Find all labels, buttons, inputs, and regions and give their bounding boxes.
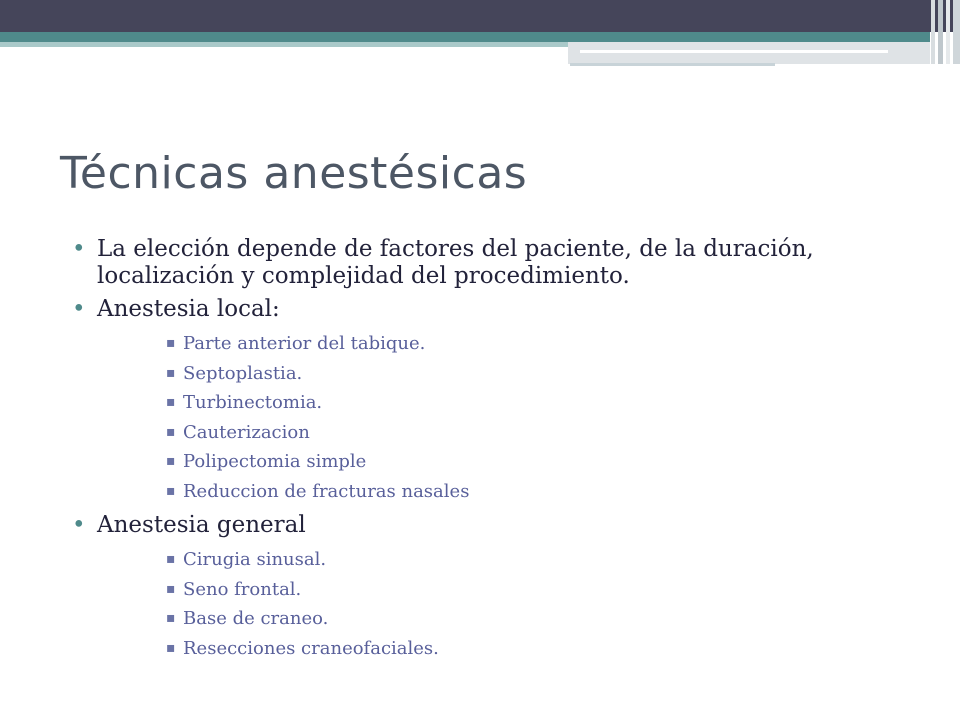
header-accent-light (0, 42, 570, 47)
sub-item-text: Polipectomia simple (183, 451, 367, 472)
sub-list-item (72, 545, 922, 575)
sub-item-text: Seno frontal. (183, 578, 302, 600)
sub-item-text: Reduccion de fracturas nasales (183, 480, 470, 502)
sub-bullet-icon: ▪ (166, 580, 176, 597)
header-white-line (580, 50, 888, 53)
sub-list-item (72, 359, 922, 389)
sub-item-text: Cirugia sinusal. (183, 549, 327, 570)
sub-bullet-icon: ▪ (166, 639, 176, 656)
header-corner-stripes (928, 0, 960, 64)
sub-list-item (72, 418, 922, 448)
sub-bullet-icon: ▪ (166, 394, 176, 410)
bullet-item (72, 512, 922, 539)
sub-bullet-icon: ▪ (166, 453, 176, 469)
sub-item-text: Turbinectomia. (183, 392, 323, 413)
sub-bullet-icon: ▪ (166, 423, 176, 440)
sub-item-text: Septoplastia. (183, 362, 303, 384)
bullet-text: Anestesia local: (97, 296, 280, 322)
bullet-item (72, 236, 922, 290)
sub-item-text: Parte anterior del tabique. (183, 333, 426, 354)
sub-bullet-icon: ▪ (166, 551, 176, 567)
bullet-dot-icon: • (72, 512, 86, 538)
bullet-text: La elección depende de factores del paciente, de la duración, localización y complejidad del procedimiento. (97, 236, 814, 289)
sub-list-item (72, 388, 922, 418)
sub-item-text: Resecciones craneofaciales. (183, 637, 439, 659)
sub-list-item (72, 575, 922, 605)
header-underline (570, 63, 775, 66)
sub-bullet-icon: ▪ (166, 610, 176, 626)
sub-bullet-icon: ▪ (166, 482, 176, 499)
sub-item-text: Base de craneo. (183, 608, 329, 629)
sub-list-item (72, 634, 922, 664)
sub-list-item (72, 329, 922, 359)
header-accent-band (0, 32, 930, 42)
sub-bullet-icon: ▪ (166, 364, 176, 381)
slide-title: Técnicas anestésicas (60, 148, 528, 199)
sub-list (72, 545, 922, 663)
bullet-dot-icon: • (72, 296, 86, 322)
slide-body (72, 236, 922, 669)
sub-list-item (72, 604, 922, 634)
bullet-item (72, 296, 922, 323)
sub-item-text: Cauterizacion (183, 421, 310, 443)
header-banner (0, 0, 960, 32)
sub-list (72, 329, 922, 506)
bullet-text: Anestesia general (97, 512, 306, 538)
bullet-dot-icon: • (72, 236, 86, 262)
sub-bullet-icon: ▪ (166, 335, 176, 351)
sub-list-item (72, 477, 922, 507)
header-grey-block (568, 42, 930, 64)
sub-list-item (72, 447, 922, 477)
